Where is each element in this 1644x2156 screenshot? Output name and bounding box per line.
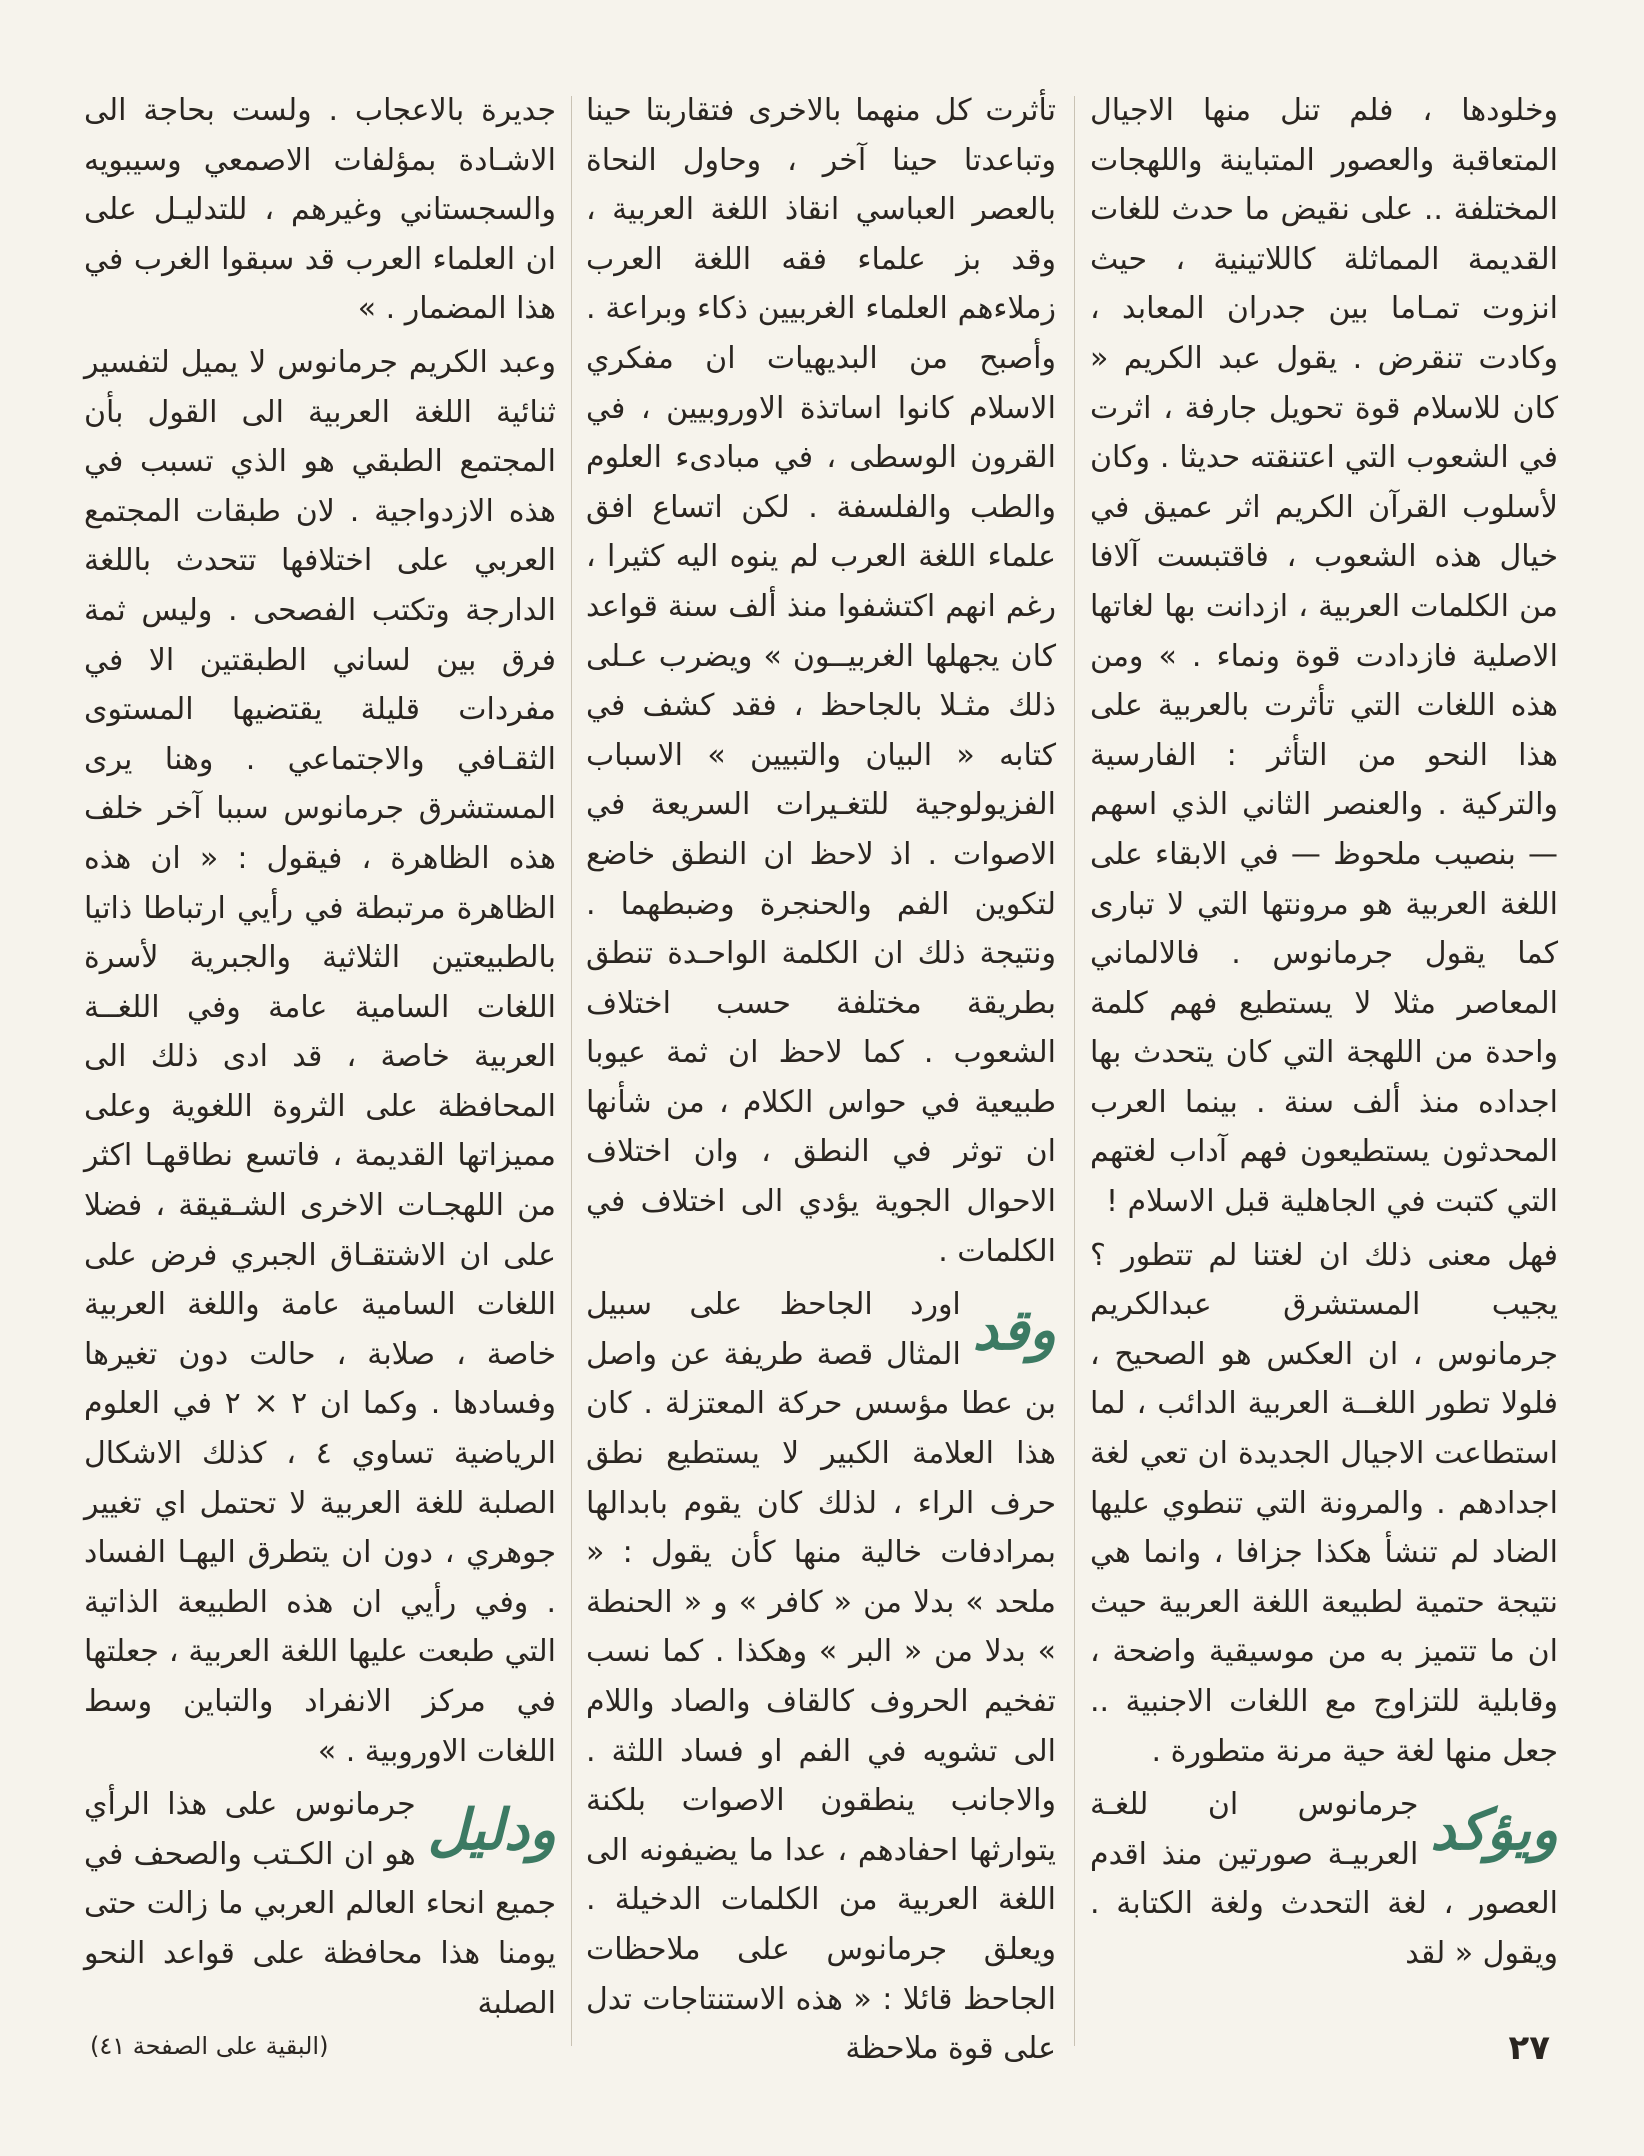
paragraph-with-lead-word [1090,1780,1558,1978]
paragraph: فهل معنى ذلك ان لغتنا لم تتطور ؟ يجيب المستشرق عبدالكريم جرمانوس ، ان العكس هو الصحيح ، فلولا تطور اللغــة العربية الدائب ، لما استطاعت الاجيال الجديدة ان تعي لغة اجدادهم . والمرونة التي تنطوي عليها الضاد لم تنشأ هكذا جزافا ، وانما هي نتيجة حتمية لطبيعة اللغة العربية حيث ان ما تتميز به من موسيقية واضحة ، وقابلية للتزاوج مع اللغات الاجنبية .. جعل منها لغة حية مرنة متطورة . [1090,1237,1558,1769]
column-divider [571,96,572,2046]
paragraph: جديرة بالاعجاب . ولست بحاجة الى الاشـادة بمؤلفات الاصمعي وسيبويه والسجستاني وغيرهم ، للتدليـل على ان العلماء العرب قد سبقوا الغرب في هذا المضمار . » [84,93,556,327]
paragraph-with-lead-word [84,1780,556,2028]
column-divider [1074,96,1075,2046]
drop-cap-word: ويؤكد [1430,1797,1558,1864]
drop-cap-word: ودليل [427,1797,556,1864]
paragraph-text: جرمانوس ان للغـة العربيـة صورتين منذ اقدم العصور ، لغة التحدث ولغة الكتابة . ويقول « لقد [1090,1787,1558,1971]
drop-cap-word: وقد [972,1297,1056,1364]
column-left [84,86,556,2046]
continued-note: (البقية على الصفحة ٤١) [90,2032,329,2060]
paragraph: تأثرت كل منهما بالاخرى فتقاربتا حينا وتباعدتا حينا آخر ، وحاول النحاة بالعصر العباسي انقاذ اللغة العربية ، وقد بز علماء فقه اللغة العرب زملاءهم العلماء الغربيين ذكاء وبراعة . وأصبح من البديهيات ان مفكري الاسلام كانوا اساتذة الاوروبيين ، في القرون الوسطى ، في مبادىء العلوم والطب والفلسفة . لكن اتساع افق علماء اللغة العرب لم ينوه اليه كثيرا ، رغم انهم اكتشفوا منذ ألف سنة قواعد كان يجهلها الغربيــون » ويضرب عـلى ذلك مثـلا بالجاحظ ، فقد كشف في كتابه « البيان والتبيين » الاسباب الفزيولوجية للتغـيرات السريعة في الاصوات . اذ لاحظ ان النطق خاضع لتكوين الفم والحنجرة وضبطهما . ونتيجة ذلك ان الكلمة الواحـدة تنطق بطريقة مختلفة حسب اختلاف الشعوب . كما لاحظ ان ثمة عيوبا طبيعية في حواس الكلام ، من شأنها ان توثر في النطق ، وان اختلاف الاحوال الجوية يؤدي الى اختلاف في الكلمات . [586,93,1056,1269]
paragraph-text: جرمانوس على هذا الرأي هو ان الكـتب والصحف في جميع انحاء العالم العربي ما زالت حتى يومنا هذا محافظة على قواعد النحو الصلبة [84,1787,556,2021]
paragraph: وعبد الكريم جرمانوس لا يميل لتفسير ثنائية اللغة العربية الى القول بأن المجتمع الطبقي هو الذي تسبب في هذه الازدواجية . لان طبقات المجتمع العربي على اختلافها تتحدث باللغة الدارجة وتكتب الفصحى . وليس ثمة فرق بين لساني الطبقتين الا في مفردات قليلة يقتضيها المستوى الثقـافي والاجتماعي . وهنا يرى المستشرق جرمانوس سببا آخر خلف هذه الظاهرة ، فيقول : « ان هذه الظاهرة مرتبطة في رأيي ارتباطا ذاتيا بالطبيعتين الثلاثية والجبرية لأسرة اللغات السامية عامة وفي اللغــة العربية خاصة ، قد ادى ذلك الى المحافظة على الثروة اللغوية وعلى مميزاتها القديمة ، فاتسع نطاقهـا اكثر من اللهجـات الاخرى الشـقيقة ، فضلا على ان الاشتقـاق الجبري فرض على اللغات السامية عامة واللغة العربية خاصة ، صلابة ، حالت دون تغيرها وفسادها . وكما ان ٢ × ٢ في العلوم الرياضية تساوي ٤ ، كذلك الاشكال الصلبة للغة العربية لا تحتمل اي تغيير جوهري ، دون ان يتطرق اليهـا الفساد . وفي رأيي ان هذه الطبيعة الذاتية التي طبعت عليها اللغة العربية ، جعلتها في مركز الانفراد والتباين وسط اللغات الاوروبية . » [84,344,557,1769]
paragraph-text: اورد الجاحظ على سبيل المثال قصة طريفة عن واصل بن عطا مؤسس حركة المعتزلة . كان هذا العلامة الكبير لا يستطيع نطق حرف الراء ، لذلك كان يقوم بابدالها بمرادفات خالية منها كأن يقول : « ملحد » بدلا من « كافر » و « الحنطة » بدلا من « البر » وهكذا . كما نسب تفخيم الحروف كالقاف والصاد واللام الى تشويه في الفم او فساد اللثة . والاجانب ينطقون الاصوات بلكنة يتوارثها احفادهم ، عدا ما يضيفونه الى اللغة العربية من الكلمات الدخيلة . ويعلق جرمانوس على ملاحظات الجاحظ قائلا : « هذه الاستنتاجات تدل على قوة ملاحظة [586,1287,1056,2067]
column-right [1090,86,1558,2046]
paragraph-with-lead-word [586,1280,1056,2074]
column-middle [586,86,1056,2067]
page-number: ٢٧ [1508,2028,1550,2068]
paragraph: وخلودها ، فلم تنل منها الاجيال المتعاقبة والعصور المتباينة واللهجات المختلفة .. على نقيض ما حدث للغات القديمة المماثلة كاللاتينية ، حيث انزوت تمـاما بين جدران المعابد ، وكادت تنقرض . يقول عبد الكريم « كان للاسلام قوة تحويل جارفة ، اثرت في الشعوب التي اعتنقته حديثا . وكان لأسلوب القرآن الكريم اثر عميق في خيال هذه الشعوب ، فاقتبست آلافا من الكلمات العربية ، ازدانت بها لغاتها الاصلية فازدادت قوة ونماء . » ومن هذه اللغات التي تأثرت بالعربية على هذا النحو من التأثر : الفارسية والتركية . والعنصر الثاني الذي اسهم — بنصيب ملحوظ — في الابقاء على اللغة العربية هو مرونتها التي لا تبارى كما يقول جرمانوس . فالالماني المعاصر مثلا لا يستطيع فهم كلمة واحدة من اللهجة التي كان يتحدث بها اجداده منذ ألف سنة . بينما العرب المحدثون يستطيعون فهم آداب لغتهم التي كتبت في الجاهلية قبل الاسلام ! [1090,93,1558,1220]
